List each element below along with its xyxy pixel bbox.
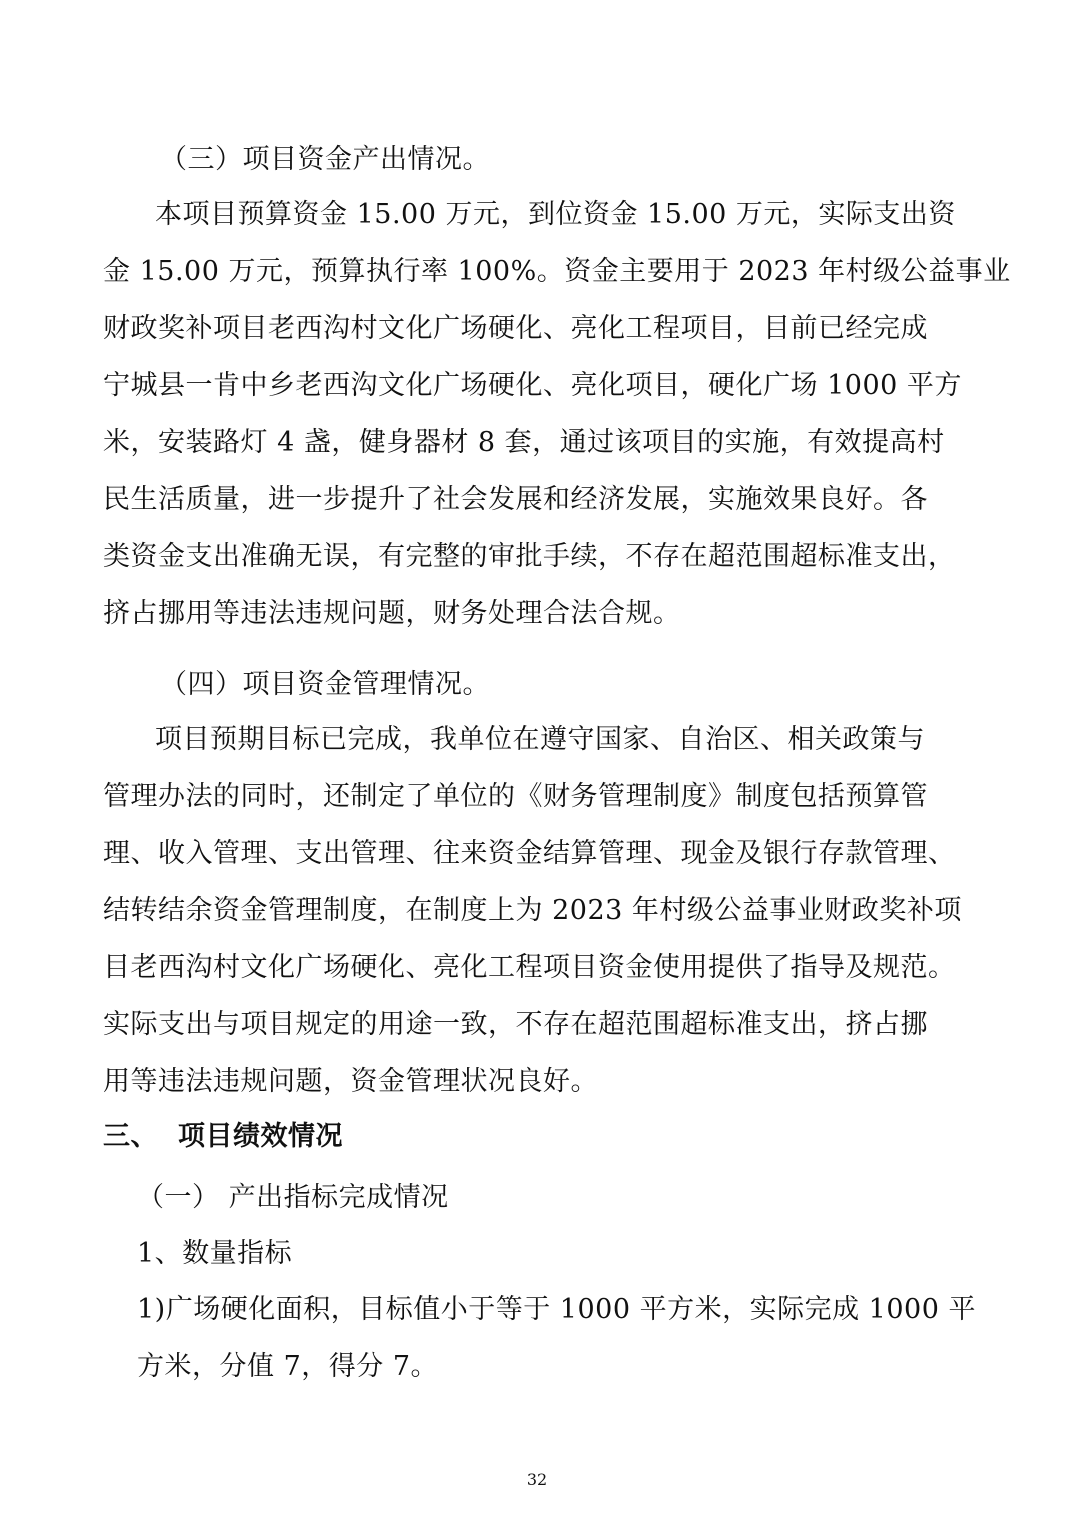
section-4-title: （四）项目资金管理情况。 — [160, 669, 490, 700]
paragraph-line: 管理办法的同时，还制定了单位的《财务管理制度》制度包括预算管 — [103, 781, 928, 812]
paragraph-line: 项目预期目标已完成，我单位在遵守国家、自治区、相关政策与 — [155, 724, 925, 755]
section-3-title: （三）项目资金产出情况。 — [160, 144, 490, 175]
item-1-title: 1、数量指标 — [137, 1238, 293, 1269]
paragraph-line: 结转结余资金管理制度，在制度上为 2023 年村级公益事业财政奖补项 — [103, 895, 962, 926]
subsection-1-title: （一） 产出指标完成情况 — [137, 1182, 449, 1213]
part-3-number: 三、 — [103, 1121, 158, 1152]
paragraph-line: 目老西沟村文化广场硬化、亮化工程项目资金使用提供了指导及规范。 — [103, 952, 956, 983]
paragraph-line: 用等违法违规问题，资金管理状况良好。 — [103, 1066, 598, 1097]
page-number: 32 — [526, 1470, 548, 1489]
paragraph-line: 米，安装路灯 4 盏，健身器材 8 套，通过该项目的实施，有效提高村 — [103, 427, 945, 458]
paragraph-line: 财政奖补项目老西沟村文化广场硬化、亮化工程项目，目前已经完成 — [103, 313, 928, 344]
paragraph-line: 民生活质量，进一步提升了社会发展和经济发展，实施效果良好。各 — [103, 484, 928, 515]
paragraph-line: 实际支出与项目规定的用途一致，不存在超范围超标准支出，挤占挪 — [103, 1009, 928, 1040]
paragraph-line: 挤占挪用等违法违规问题，财务处理合法合规。 — [103, 598, 681, 629]
paragraph-line: 宁城县一肯中乡老西沟文化广场硬化、亮化项目，硬化广场 1000 平方 — [103, 370, 962, 401]
paragraph-line: 类资金支出准确无误，有完整的审批手续，不存在超范围超标准支出， — [103, 541, 956, 572]
item-1-line: 1)广场硬化面积，目标值小于等于 1000 平方米，实际完成 1000 平 — [137, 1294, 976, 1325]
paragraph-line: 金 15.00 万元，预算执行率 100%。资金主要用于 2023 年村级公益事业 — [103, 256, 1011, 287]
paragraph-line: 理、收入管理、支出管理、往来资金结算管理、现金及银行存款管理、 — [103, 838, 956, 869]
item-1-line: 方米，分值 7，得分 7。 — [137, 1351, 439, 1382]
paragraph-line: 本项目预算资金 15.00 万元，到位资金 15.00 万元，实际支出资 — [155, 199, 956, 230]
part-3-title: 项目绩效情况 — [178, 1121, 343, 1152]
